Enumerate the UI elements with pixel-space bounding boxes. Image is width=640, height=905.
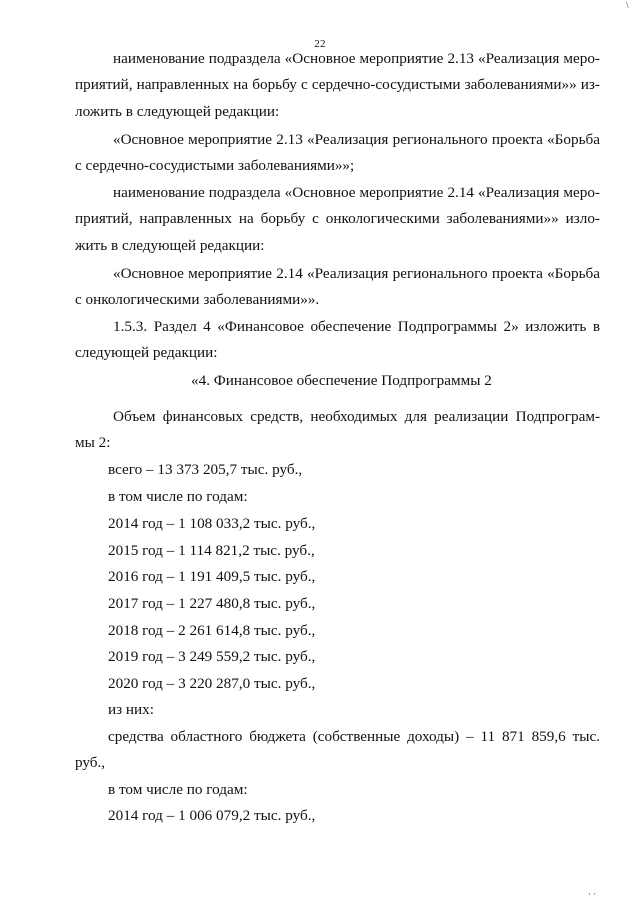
year-amount-line: 2015 год – 1 114 821,2 тыс. руб., xyxy=(108,542,315,559)
text-line: мы 2: xyxy=(75,434,111,451)
year-amount-line: 2014 год – 1 006 079,2 тыс. руб., xyxy=(108,807,316,824)
year-amount-line: 2014 год – 1 108 033,2 тыс. руб., xyxy=(108,515,316,532)
year-amount-line: 2016 год – 1 191 409,5 тыс. руб., xyxy=(108,568,316,585)
text-line: из них: xyxy=(108,701,154,718)
text-line: приятий, направленных на борьбу с онкологическими заболеваниями»» изло- xyxy=(75,210,600,227)
text-line: приятий, направленных на борьбу с сердечно-сосудистыми заболеваниями»» из- xyxy=(75,76,600,93)
total-line: всего – 13 373 205,7 тыс. руб., xyxy=(108,461,303,478)
text-line: руб., xyxy=(75,754,106,771)
text-line: Объем финансовых средств, необходимых для реализации Подпрограм- xyxy=(113,408,600,425)
section-heading: «4. Финансовое обеспечение Подпрограммы 2 xyxy=(191,372,492,389)
corner-mark: · · xyxy=(588,889,597,899)
text-line: с сердечно-сосудистыми заболеваниями»»; xyxy=(75,157,355,174)
text-line: «Основное мероприятие 2.14 «Реализация регионального проекта «Борьба xyxy=(113,265,600,282)
year-amount-line: 2017 год – 1 227 480,8 тыс. руб., xyxy=(108,595,316,612)
text-line: с онкологическими заболеваниями»». xyxy=(75,291,320,308)
text-line: ложить в следующей редакции: xyxy=(75,103,280,120)
year-amount-line: 2019 год – 3 249 559,2 тыс. руб., xyxy=(108,648,316,665)
text-line: средства областного бюджета (собственные доходы) – 11 871 859,6 тыс. xyxy=(108,728,600,745)
corner-mark: \ xyxy=(626,0,629,10)
text-line: следующей редакции: xyxy=(75,344,218,361)
page-number: 22 xyxy=(314,38,326,50)
text-line: в том числе по годам: xyxy=(108,781,248,798)
text-line: «Основное мероприятие 2.13 «Реализация регионального проекта «Борьба xyxy=(113,131,600,148)
year-amount-line: 2018 год – 2 261 614,8 тыс. руб., xyxy=(108,622,316,639)
year-amount-line: 2020 год – 3 220 287,0 тыс. руб., xyxy=(108,675,316,692)
text-line: жить в следующей редакции: xyxy=(75,237,265,254)
text-line: 1.5.3. Раздел 4 «Финансовое обеспечение Подпрограммы 2» изложить в xyxy=(113,318,600,335)
text-line: в том числе по годам: xyxy=(108,488,248,505)
text-line: наименование подраздела «Основное мероприятие 2.13 «Реализация меро- xyxy=(113,50,600,67)
text-line: наименование подраздела «Основное мероприятие 2.14 «Реализация меро- xyxy=(113,184,600,201)
